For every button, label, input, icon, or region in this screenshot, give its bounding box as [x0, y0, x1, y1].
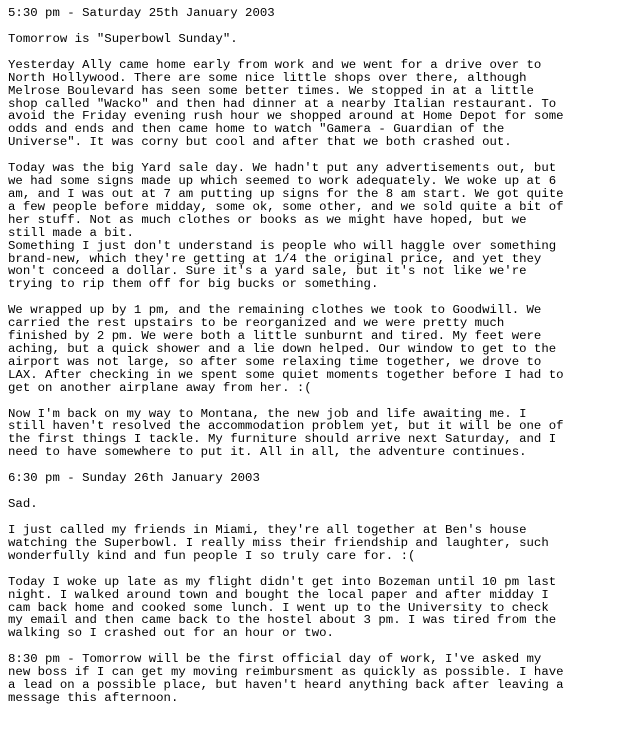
paragraph-first-day-of-work: 8:30 pm - Tomorrow will be the first official day of work, I've asked my new boss if I can get my moving reimbursment as quickly as possible. I have a lead on a possible place, but haven't heard anything back after leaving a message this afternoon. — [8, 652, 564, 705]
paragraph-superbowl-sunday: Tomorrow is "Superbowl Sunday". — [8, 31, 238, 46]
paragraph-wrapped-up: We wrapped up by 1 pm, and the remaining clothes we took to Goodwill. We carried the rest upstairs to be reorganized and we were pretty much finished by 2 pm. We were both a little sunburnt and tired. My feet were aching, but a quick shower and a lie down helped. Our window to get to the airport was not large, so after some relaxing time together, we drove to LAX. After checking in we spent some quiet moments together before I had to get on another airplane away from her. :( — [8, 303, 564, 395]
paragraph-sad: Sad. — [8, 497, 38, 512]
paragraph-yard-sale: Today was the big Yard sale day. We hadn't put any advertisements out, but we had some signs made up which seemed to work adequately. We woke up at 6 am, and I was out at 7 am putting up signs for the 8 am start. We got quite a few people before midday, some ok, some other, and we sold quite a bit of her stuff. Not as much clothes or books as we might have hoped, but we still made a bit. Something I just don't understand is people who will haggle over something brand-new, which they're getting at 1/4 the original price, and yet they won't conceed a dollar. Sure it's a yard sale, but it's not like we're trying to rip them off for big bucks or something. — [8, 161, 564, 292]
journal-document — [8, 7, 620, 705]
paragraph-back-to-montana: Now I'm back on my way to Montana, the new job and life awaiting me. I still haven't resolved the accommodation problem yet, but it will be one of the first things I tackle. My furniture should arrive next Saturday, and I need to have somewhere to put it. All in all, the adventure continues. — [8, 406, 564, 460]
paragraph-woke-up-late: Today I woke up late as my flight didn't get into Bozeman until 10 pm last night. I walked around town and bought the local paper and after midday I cam back home and cooked some lunch. I went up to the University to check my email and then came back to the hostel about 3 pm. I was tired from the walking so I crashed out for an hour or two. — [8, 574, 557, 641]
paragraph-friends-in-miami: I just called my friends in Miami, they're all together at Ben's house watching the Superbowl. I really miss their friendship and laughter, such wonderfully kind and fun people I so truly care for. :( — [8, 523, 549, 563]
entry-heading-saturday: 5:30 pm - Saturday 25th January 2003 — [8, 6, 275, 20]
paragraph-north-hollywood: Yesterday Ally came home early from work and we went for a drive over to North Hollywood. There are some nice little shops over there, although Melrose Boulevard has seen some better times. We stopped in at a little shop called "Wacko" and then had dinner at a nearby Italian restaurant. To avoid the Friday evening rush hour we shopped around at Home Depot for some odds and ends and then came home to watch "Gamera - Guardian of the Universe". It was corny but cool and after that we both crashed out. — [8, 57, 564, 150]
entry-heading-sunday: 6:30 pm - Sunday 26th January 2003 — [8, 471, 260, 486]
